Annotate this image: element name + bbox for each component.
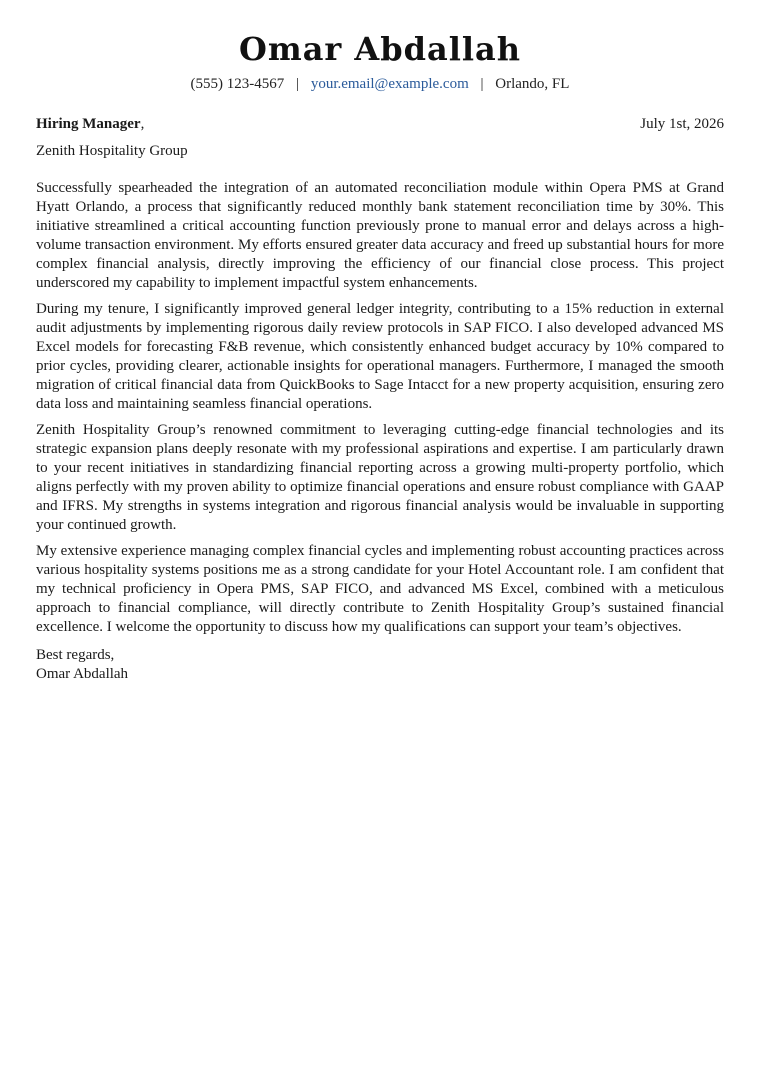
letter-date: July 1st, 2026 (640, 116, 724, 132)
closing-block (36, 646, 724, 684)
body-paragraph: Zenith Hospitality Group’s renowned commitment to leveraging cutting-edge financial technologies and its strategic expansion plans deeply resonate with my professional aspirations and expertise. I am particularly drawn to your recent initiatives in standardizing financial reporting across a growing multi-property portfolio, which aligns perfectly with my proven ability to optimize financial operations and ensure robust compliance with GAAP and IFRS. My strengths in systems integration and rigorous financial analysis would be invaluable in supporting your continued growth. (36, 422, 724, 533)
body-paragraph: Successfully spearheaded the integration of an automated reconciliation module within Opera PMS at Grand Hyatt Orlando, a process that significantly reduced monthly bank statement reconciliation time by 30%. This initiative streamlined a critical accounting function previously prone to manual error and delays across a high-volume transaction environment. My efforts ensured greater data accuracy and freed up substantial hours for more complex financial analysis, directly improving the efficiency of our financial close process. This project underscored my capability to implement impactful system enhancements. (36, 180, 724, 291)
applicant-name: Omar Abdallah (238, 30, 522, 68)
email-link[interactable]: your.email@example.com (310, 76, 469, 92)
recipient-name-suffix: , (140, 116, 145, 132)
phone-number: (555) 123-4567 (190, 76, 285, 92)
contact-line (36, 74, 724, 94)
location: Orlando, FL (495, 76, 570, 92)
letter-body (36, 179, 724, 637)
recipient-block (36, 114, 144, 134)
body-paragraph: My extensive experience managing complex financial cycles and implementing robust accounting practices across various hospitality systems positions me as a strong candidate for your Hotel Accountant role. I am confident that my technical proficiency in Opera PMS, SAP FICO, and advanced MS Excel, combined with a meticulous approach to financial compliance, will directly contribute to Zenith Hospitality Group’s sustained financial excellence. I welcome the opportunity to discuss how my qualifications can support your team’s objectives. (36, 543, 724, 635)
recipient-name: Hiring Manager (36, 116, 141, 132)
closing-signature: Omar Abdallah (36, 666, 129, 682)
recipient-row (36, 114, 724, 134)
closing-salutation: Best regards, (36, 647, 115, 663)
contact-separator: | (480, 76, 484, 92)
body-paragraph: During my tenure, I significantly improved general ledger integrity, contributing to a 15% reduction in external audit adjustments by implementing rigorous daily review protocols in SAP FICO. I also developed advanced MS Excel models for forecasting F&B revenue, which consistently enhanced budget accuracy by 10% compared to prior cycles, providing clearer, actionable insights for operational managers. Furthermore, I managed the smooth migration of critical financial data from QuickBooks to Sage Intacct for a new property acquisition, ensuring zero data loss and maintaining seamless financial operations. (36, 301, 724, 412)
contact-separator: | (296, 76, 300, 92)
recipient-company: Zenith Hospitality Group (36, 143, 188, 159)
